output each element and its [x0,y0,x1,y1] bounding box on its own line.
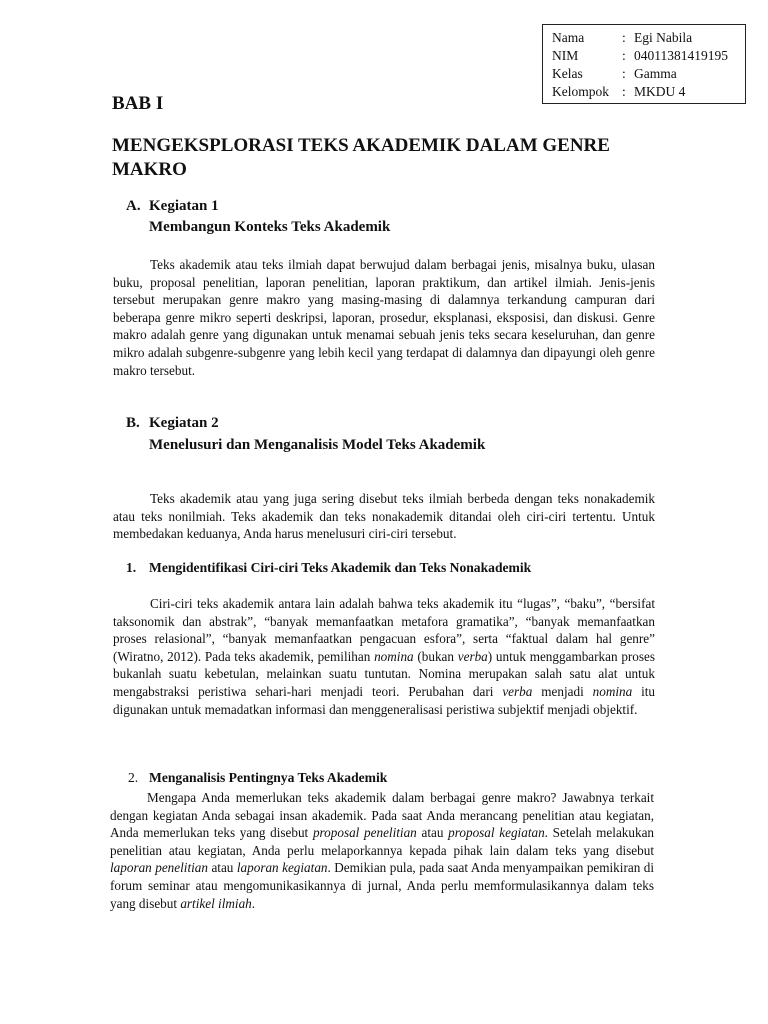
item-1-heading: Mengidentifikasi Ciri-ciri Teks Akademik dan Teks Nonakademik [149,560,532,575]
section-a-subheading: Membangun Konteks Teks Akademik [149,219,391,235]
section-b-paragraph: Teks akademik atau yang juga sering disebut teks ilmiah berbeda dengan teks nonakademik atau teks nonilmiah. Teks akademik dan teks nonakademik ditandai oleh ciri-ciri tertentu. Untuk membedakan keduanya, Anda harus menelusuri ciri-ciri tersebut. [113,491,655,542]
section-b-subheading: Menelusuri dan Menganalisis Model Teks Akademik [149,437,486,453]
item-1-paragraph: Ciri-ciri teks akademik antara lain adalah bahwa teks akademik itu “lugas”, “baku”, “bersifat taksonomik dan abstrak”, “banyak memanfaatkan metafora gramatika”, “banyak memanfaatkan proses relasional”, “banyak memanfaatkan pengacuan esfora”, serta “faktual dalam hal genre” (Wiratno, 2012). Pada teks akademik, pemilihan nomina (bukan verba) untuk menggambarkan proses bukanlah suatu kebetulan, melainkan suatu tuntutan. Nomina merupakan salah satu alat untuk mengabstraksi peristiwa sehari-hari menjadi teori. Perubahan dari verba menjadi nomina itu digunakan untuk memadatkan informasi dan menggeneralisasi peristiwa subjektif menjadi objektif. [113,596,656,717]
student-info-box [542,24,746,104]
section-b-letter: B. [126,415,140,431]
item-2-heading: Menganalisis Pentingnya Teks Akademik [149,770,388,785]
section-a-heading: Kegiatan 1 [149,198,219,214]
item-2-number: 2. [128,770,139,785]
info-row-name: Nama : Egi Nabila [552,30,693,45]
info-row-nim: NIM : 04011381419195 [552,48,728,63]
info-row-group: Kelompok : MKDU 4 [552,84,686,99]
section-a-paragraph: Teks akademik atau teks ilmiah dapat berwujud dalam berbagai jenis, misalnya buku, ulasan buku, proposal penelitian, laporan penelitian, laporan praktikum, dan artikel ilmiah. Jenis-jenis tersebut merupakan genre makro yang masing-masing di dalamnya terkandung campuran dari beberapa genre mikro seperti deskripsi, laporan, prosedur, eksplanasi, eksposisi, dan diskusi. Genre makro adalah genre yang digunakan untuk menamai sebuah jenis teks secara keseluruhan, dan genre mikro adalah subgenre-subgenre yang lebih kecil yang terdapat di dalamnya dan dipayungi oleh genre makro tersebut. [113,257,655,378]
chapter-title: MENGEKSPLORASI TEKS AKADEMIK DALAM GENRE MAKRO [112,135,610,180]
item-2-paragraph: Mengapa Anda memerlukan teks akademik dalam berbagai genre makro? Jawabnya terkait dengan kegiatan Anda sebagai insan akademik. Pada saat Anda merancang penelitian atau kegiatan, Anda memerlukan teks yang disebut proposal penelitian atau proposal kegiatan. Setelah melakukan penelitian atau kegiatan, Anda perlu melaporkannya kepada pihak lain dalam teks yang disebut laporan penelitian atau laporan kegiatan. Demikian pula, pada saat Anda menyampaikan pemikiran di forum seminar atau mengomunikasikannya di jurnal, Anda perlu memformulasikannya dalam teks yang disebut artikel ilmiah. [110,790,655,911]
item-1-number: 1. [126,560,137,575]
section-b-heading: Kegiatan 2 [149,415,219,431]
chapter-label: BAB I [112,93,164,114]
section-a-letter: A. [126,198,141,214]
info-row-class: Kelas : Gamma [552,66,677,81]
